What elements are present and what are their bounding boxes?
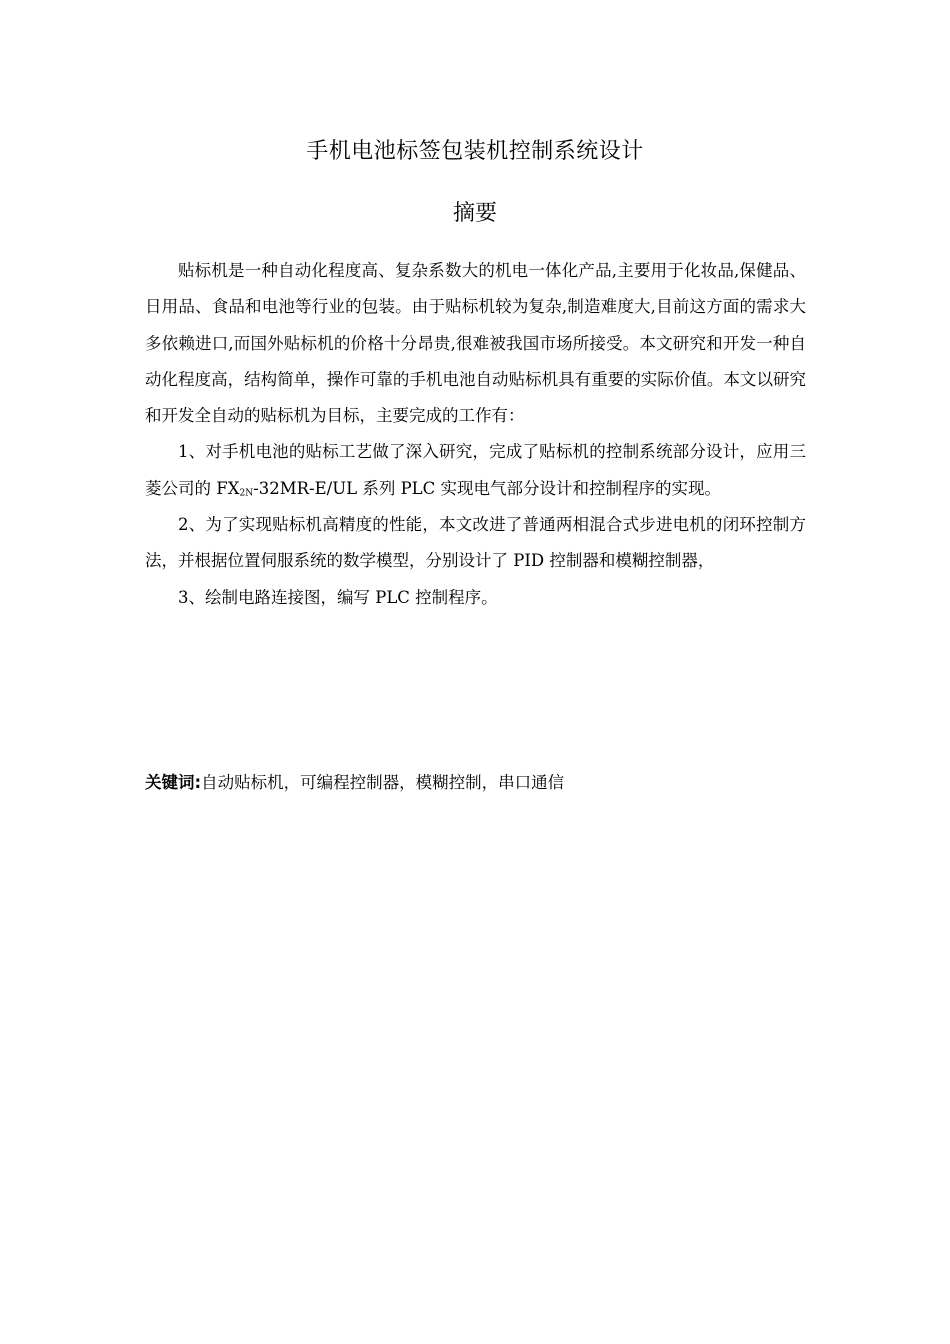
document-title: 手机电池标签包装机控制系统设计: [306, 139, 644, 164]
paragraph-2-text-end: -32MR-E/UL 系列 PLC 实现电气部分设计和控制程序的实现。: [253, 478, 722, 498]
keywords-line: [145, 768, 806, 798]
abstract-paragraph-2: [145, 434, 806, 507]
abstract-paragraph-3: 2、为了实现贴标机高精度的性能，本文改进了普通两相混合式步进电机的闭环控制方法，并根据位置伺服系统的数学模型，分别设计了 PID 控制器和模糊控制器，: [145, 515, 806, 571]
abstract-heading: 摘要: [452, 201, 497, 226]
abstract-paragraph-4: 3、绘制电路连接图，编写 PLC 控制程序。: [178, 587, 498, 607]
model-subscript: 2N: [239, 488, 254, 499]
paragraph-2-text-start: 1、对手机电池的贴标工艺做了深入研究，完成了贴标机的控制系统部分设计，应用三菱公司的 FX: [145, 442, 806, 498]
keywords-label: 关键词:: [145, 773, 202, 792]
abstract-paragraph-1: 贴标机是一种自动化程度高、复杂系数大的机电一体化产品,主要用于化妆品,保健品、日用品、食品和电池等行业的包装。由于贴标机较为复杂,制造难度大,目前这方面的需求大多依赖进口,而国外贴标机的价格十分昂贵,很难被我国市场所接受。本文研究和开发一种自动化程度高，结构简单，操作可靠的手机电池自动贴标机具有重要的实际价值。本文以研究和开发全自动的贴标机为目标，主要完成的工作有：: [145, 261, 806, 426]
abstract-body: [145, 253, 806, 616]
keywords-text: 自动贴标机，可编程控制器，模糊控制，串口通信: [201, 773, 565, 792]
